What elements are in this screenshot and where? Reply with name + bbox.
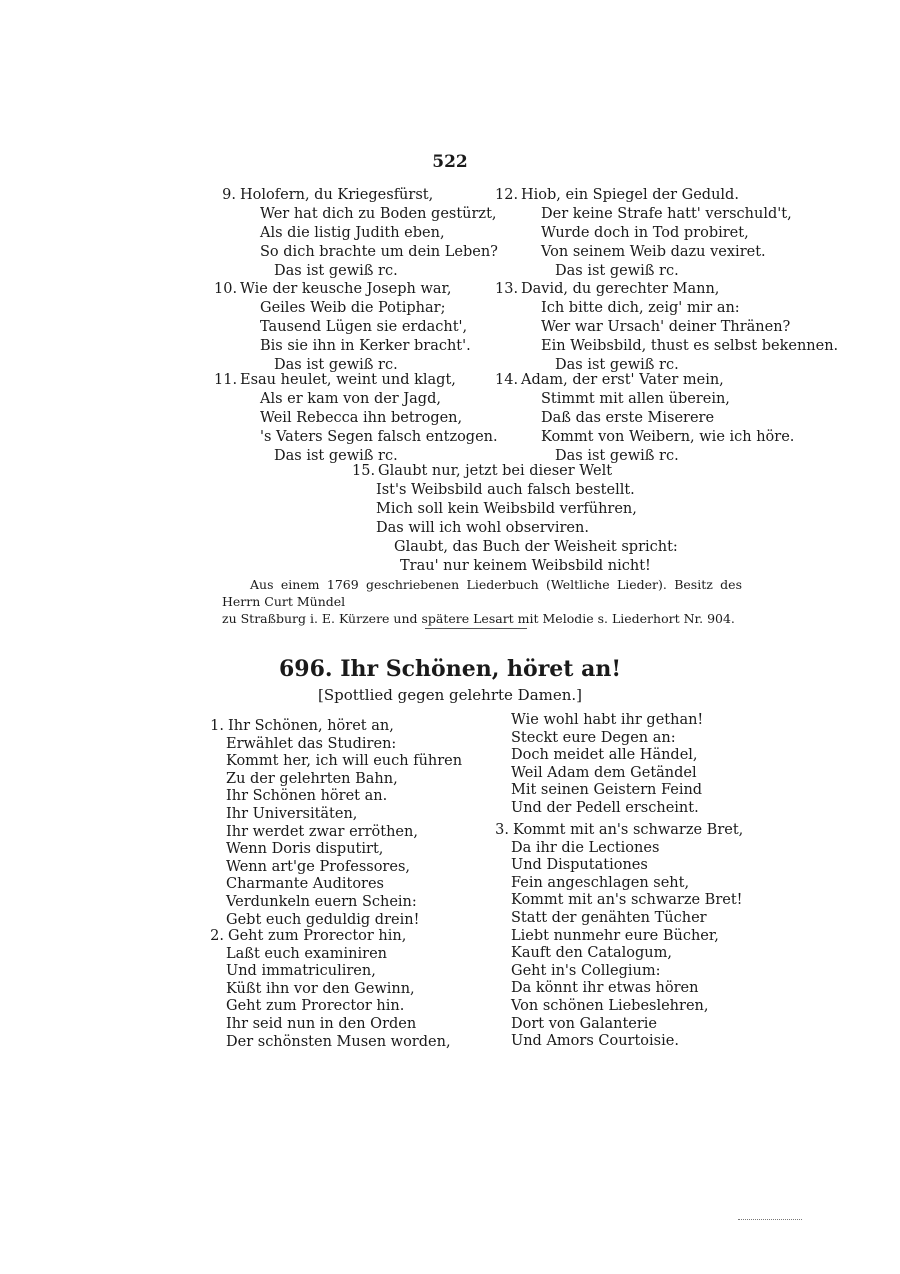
stanza-9 [222, 186, 498, 281]
verse-line: Mich soll kein Weibsbild verführen, [376, 501, 637, 517]
verse-line: Wer war Ursach' deiner Thränen? [541, 319, 791, 335]
verse-line: Liebt nunmehr eure Bücher, [511, 927, 719, 944]
verse-line: Holofern, du Kriegesfürst, [240, 187, 434, 203]
stanza-number: 11. [214, 372, 238, 388]
verse-line: Weil Adam dem Getändel [511, 764, 697, 781]
song696-stanza-3 [495, 822, 744, 1051]
stanza-number: 12. [495, 187, 519, 203]
verse-line: David, du gerechter Mann, [521, 281, 720, 297]
verse-line: Geht in's Collegium: [511, 962, 661, 979]
page-number: 522 [432, 152, 468, 172]
verse-line: 's Vaters Segen falsch entzogen. [260, 429, 498, 445]
verse-line: Ihr werdet zwar erröthen, [226, 823, 418, 840]
verse-line: Ich bitte dich, zeig' mir an: [541, 300, 740, 316]
stanza-number: 1. [210, 718, 224, 734]
verse-line: Das will ich wohl observiren. [376, 520, 589, 536]
verse-line: Doch meidet alle Händel, [511, 747, 698, 764]
verse-line: Als die listig Judith eben, [260, 225, 445, 241]
verse-line: So dich brachte um dein Leben? [260, 244, 498, 260]
verse-line: Stimmt mit allen überein, [541, 391, 730, 407]
verse-line: Und Disputationes [511, 857, 648, 874]
refrain-line: Glaubt, das Buch der Weisheit spricht: [394, 539, 678, 555]
refrain-line: Das ist gewiß rc. [274, 263, 398, 279]
verse-line: Von schönen Liebeslehren, [511, 997, 709, 1014]
verse-line: Geiles Weib die Potiphar; [260, 300, 446, 316]
stanza-number: 15. [352, 463, 376, 479]
stanza-number: 14. [495, 372, 519, 388]
verse-line: Küßt ihn vor den Gewinn, [226, 980, 415, 997]
stanza-number: 13. [495, 281, 519, 297]
verse-line: Zu der gelehrten Bahn, [226, 770, 398, 787]
verse-line: Kommt her, ich will euch führen [226, 753, 463, 770]
verse-line: Da ihr die Lectiones [511, 839, 660, 856]
source-note-line: zu Straßburg i. E. Kürzere und spätere Lesart mit Melodie s. Liederhort Nr. 904. [222, 611, 735, 626]
refrain-line: Das ist gewiß rc. [555, 263, 679, 279]
song696-stanza-2 [210, 928, 451, 1051]
verse-line: Kommt mit an's schwarze Bret! [511, 892, 743, 909]
verse-line: Ein Weibsbild, thust es selbst bekennen. [541, 338, 839, 354]
stanza-13 [495, 280, 839, 375]
verse-line: Esau heulet, weint und klagt, [240, 372, 456, 388]
song-subtitle: [Spottlied gegen gelehrte Damen.] [317, 686, 583, 704]
verse-line: Geht zum Prorector hin. [226, 998, 405, 1015]
verse-line: Wie der keusche Joseph war, [240, 281, 452, 297]
source-note [222, 576, 742, 627]
verse-line: Von seinem Weib dazu vexiret. [541, 244, 766, 260]
verse-line: Da könnt ihr etwas hören [511, 980, 699, 997]
verse-line: Geht zum Prorector hin, [228, 928, 407, 944]
verse-line: Kommt von Weibern, wie ich höre. [541, 429, 795, 445]
verse-line: Wie wohl habt ihr gethan! [511, 712, 704, 728]
verse-line: Als er kam von der Jagd, [260, 391, 441, 407]
verse-line: Charmante Auditores [226, 876, 384, 893]
refrain-line: Das ist gewiß rc. [555, 448, 679, 464]
song696-stanza-2-continued [511, 712, 703, 818]
verse-line: Steckt eure Degen an: [511, 729, 676, 746]
verse-line: Ihr Schönen höret an. [226, 788, 388, 805]
stanza-10 [214, 280, 471, 375]
source-note-line [222, 576, 742, 610]
stanza-11 [214, 371, 498, 466]
verse-line: Und der Pedell erscheint. [511, 799, 699, 816]
verse-line: Ihr Schönen, höret an, [228, 718, 394, 734]
verse-line: Daß das erste Miserere [541, 410, 715, 426]
verse-line: Wurde doch in Tod probiret, [541, 225, 749, 241]
verse-line: Der schönsten Musen worden, [226, 1033, 451, 1050]
stanza-number: 10. [214, 281, 238, 297]
song696-stanza-1 [210, 718, 463, 929]
verse-line: Weil Rebecca ihn betrogen, [260, 410, 463, 426]
verse-line: Ihr Universitäten, [226, 805, 358, 822]
verse-line: Gebt euch geduldig drein! [226, 911, 420, 928]
verse-line: Verdunkeln euern Schein: [226, 893, 417, 910]
verse-line: Ihr seid nun in den Orden [226, 1015, 417, 1032]
refrain-line: Das ist gewiß rc. [274, 448, 398, 464]
verse-line: Laßt euch examiniren [226, 945, 388, 962]
stanza-number: 9. [222, 187, 236, 203]
stanza-number: 3. [495, 822, 509, 838]
section-divider [425, 628, 527, 629]
verse-line: Ist's Weibsbild auch falsch bestellt. [376, 482, 635, 498]
scan-mark [738, 1219, 802, 1220]
verse-line: Der keine Strafe hatt' verschuld't, [541, 206, 792, 222]
verse-line: Und immatriculiren, [226, 963, 376, 980]
verse-line: Tausend Lügen sie erdacht', [260, 319, 468, 335]
verse-line: Dort von Galanterie [511, 1015, 657, 1032]
verse-line: Wer hat dich zu Boden gestürzt, [260, 206, 497, 222]
refrain-line: Das ist gewiß rc. [274, 357, 398, 373]
verse-line: Bis sie ihn in Kerker bracht'. [260, 338, 471, 354]
verse-line: Adam, der erst' Vater mein, [521, 372, 724, 388]
verse-line: Erwählet das Studiren: [226, 735, 397, 752]
verse-line: Statt der genähten Tücher [511, 909, 707, 926]
verse-line: Und Amors Courtoisie. [511, 1033, 679, 1050]
stanza-12 [495, 186, 792, 281]
verse-line: Wenn art'ge Professores, [226, 858, 410, 875]
verse-line: Fein angeschlagen seht, [511, 874, 690, 891]
verse-line: Mit seinen Geistern Feind [511, 782, 703, 799]
verse-line: Glaubt nur, jetzt bei dieser Welt [378, 463, 613, 479]
refrain-line: Das ist gewiß rc. [555, 357, 679, 373]
song-title: 696. Ihr Schönen, höret an! [278, 656, 622, 682]
verse-line: Hiob, ein Spiegel der Geduld. [521, 187, 739, 203]
stanza-15 [352, 462, 678, 576]
stanza-14 [495, 371, 795, 466]
source-note-text: Aus einem 1769 geschriebenen Liederbuch (Weltliche Lieder). Besitz des Herrn Curt Mündel [222, 577, 742, 609]
verse-line: Kommt mit an's schwarze Bret, [513, 822, 744, 838]
verse-line: Kauft den Catalogum, [511, 945, 672, 962]
refrain-line: Trau' nur keinem Weibsbild nicht! [400, 558, 651, 574]
stanza-number: 2. [210, 928, 224, 944]
verse-line: Wenn Doris disputirt, [226, 841, 384, 858]
